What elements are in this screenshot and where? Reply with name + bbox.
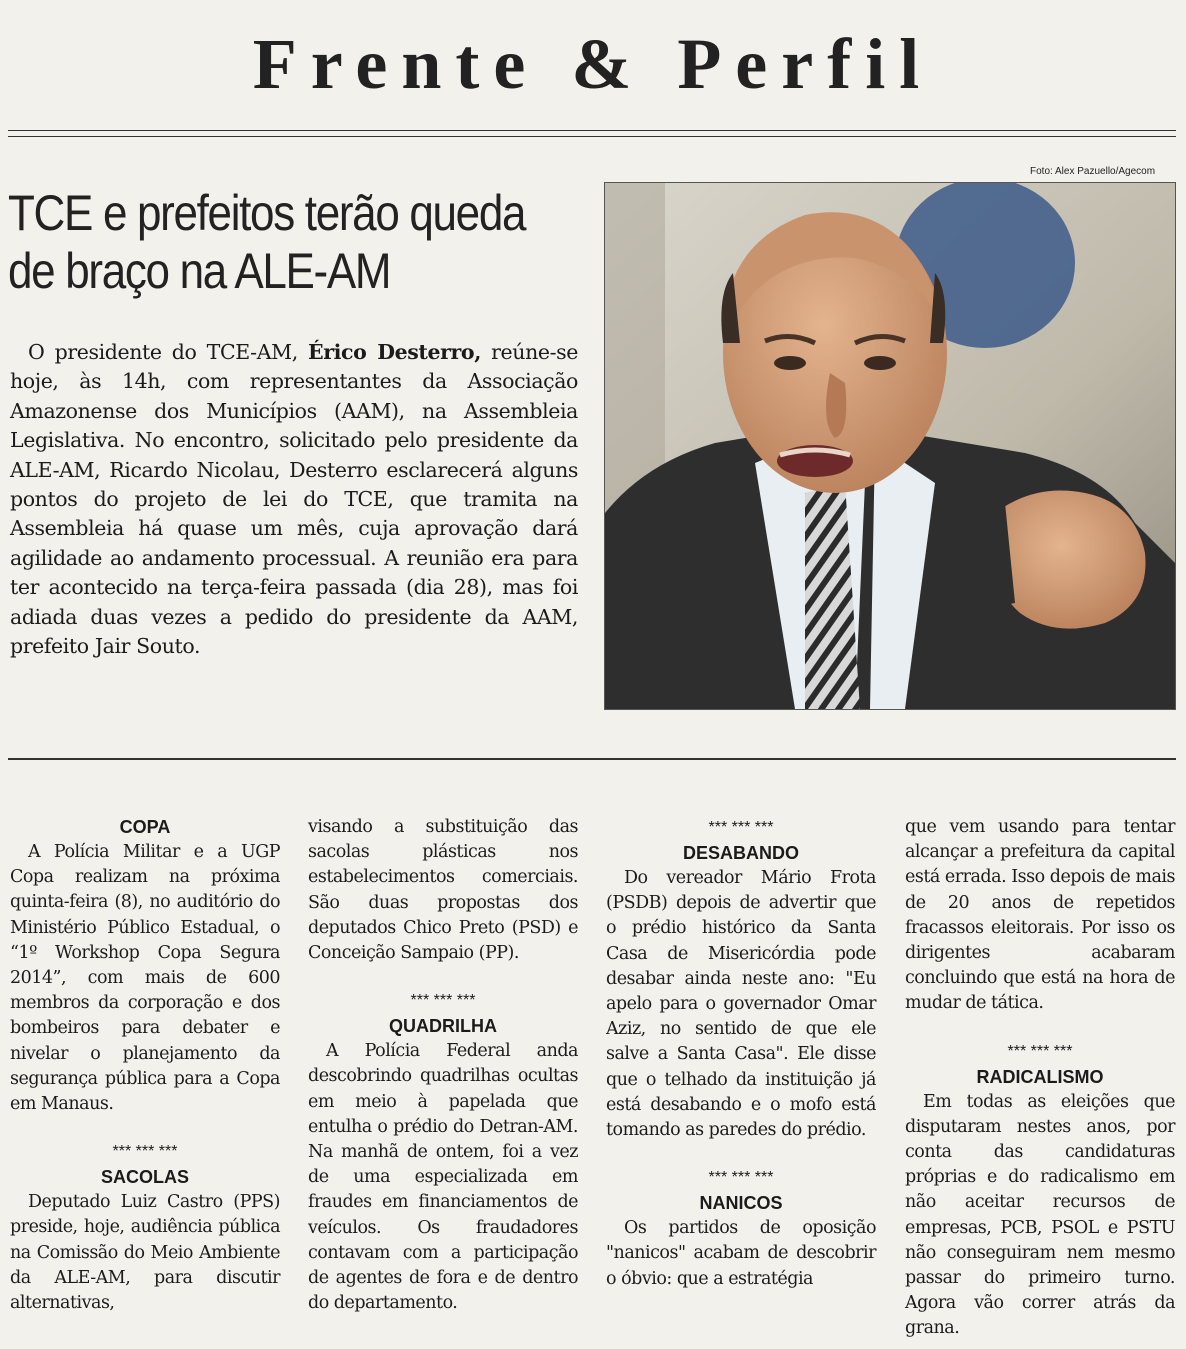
separator-stars: *** *** *** (708, 1169, 774, 1187)
column-4 (905, 815, 1175, 1342)
news-photo (604, 182, 1176, 710)
separator-stars: *** *** *** (1007, 1042, 1073, 1060)
headline-line-1: TCE e prefeitos terão queda (8, 185, 526, 241)
note-text-desabando: Do vereador Mário Frota (PSDB) depois de advertir que o prédio histórico da Santa Casa de Misericórdia pode desabar ainda neste ano: "Eu apelo para o governador Omar Aziz, no sentido de que ele salve a Santa Casa". Ele disse que o telhado da instituição já está desabando e o mofo está tomando as paredes do prédio. (606, 868, 876, 1141)
portrait-illustration (605, 183, 1175, 709)
masthead-rule (8, 130, 1176, 137)
note-title-quadrilha: QUADRILHA (389, 1016, 497, 1037)
separator-stars: *** *** *** (112, 1143, 178, 1161)
lead-name: Érico Desterro, (308, 340, 481, 364)
note-text-nanicos: Os partidos de oposição "nanicos" acabam de descobrir o óbvio: que a estratégia (606, 1218, 876, 1289)
note-title-desabando: DESABANDO (682, 843, 799, 863)
lead-intro: O presidente do TCE-AM, (28, 340, 309, 364)
photo-credit: Foto: Alex Pazuello/Agecom (1030, 166, 1156, 177)
note-title-copa: COPA (119, 817, 171, 837)
masthead-title: Frente & Perfil (252, 24, 934, 104)
headline-line-2: de braço na ALE-AM (8, 243, 391, 299)
column-1 (10, 815, 280, 1316)
note-title-nanicos: NANICOS (699, 1193, 783, 1214)
column-3 (606, 815, 876, 1292)
main-story-lead (10, 338, 578, 661)
note-text-quadrilha: A Polícia Federal anda descobrindo quadrilhas ocultas em meio à papelada que entulha o prédio do Detran-AM. Na manhã de ontem, foi a vez de uma especializada em fraudes em financiamentos de veículos. Os fraudadores contavam com a participação de agentes de fora e de dentro do departamento. (308, 1041, 578, 1314)
separator-stars: *** *** *** (708, 819, 774, 836)
note-text-radicalismo: Em todas as eleições que disputaram nestes anos, por conta das candidaturas próprias e do radicalismo em não aceitar recursos de empresas, PCB, PSOL e PSTU não conseguiram nem mesmo passar do primeiro turno. Agora vão correr atrás da grana. (905, 1091, 1175, 1339)
separator-stars: *** *** *** (410, 992, 476, 1010)
lead-body: reúne-se hoje, às 14h, com representantes da Associação Amazonense dos Municípios (AAM), na Assembleia Legislativa. No encontro, solicitado pelo presidente da ALE-AM, Ricardo Nicolau, Desterro esclarecerá alguns pontos do projeto de lei do TCE, que tramita na Assembleia há quase um mês, cuja aprovação dará agilidade ao andamento processual. A reunião era para ter acontecido na terça-feira passada (dia 28), mas foi adiada duas vezes a pedido do presidente da AAM, prefeito Jair Souto. (10, 340, 579, 659)
section-divider (8, 758, 1176, 760)
main-headline (8, 184, 527, 300)
column-2 (308, 815, 578, 1316)
note-text-sacolas-cont: visando a substituição das sacolas plásticas nos estabelecimentos comerciais. São duas propostas dos deputados Chico Preto (PSD) e Conceição Sampaio (PP). (308, 817, 578, 964)
note-text-sacolas: Deputado Luiz Castro (PPS) preside, hoje, audiência pública na Comissão do Meio Ambiente da ALE-AM, para discutir alternativas, (10, 1192, 280, 1314)
note-text-nanicos-cont: que vem usando para tentar alcançar a prefeitura da capital está errada. Isso depois de mais de 20 anos de repetidos fracassos eleitorais. Por isso os dirigentes acabaram concluindo que está na hora de mudar de tática. (905, 817, 1175, 1014)
note-title-radicalismo: RADICALISMO (976, 1066, 1104, 1087)
note-title-sacolas: SACOLAS (100, 1167, 189, 1188)
note-text-copa: A Polícia Militar e a UGP Copa realizam na próxima quinta-feira (8), no auditório do Ministério Público Estadual, o “1º Workshop Copa Segura 2014”, com mais de 600 membros da corporação e dos bombeiros para debater e nivelar o planejamento da segurança pública para a Copa em Manaus. (10, 842, 280, 1115)
